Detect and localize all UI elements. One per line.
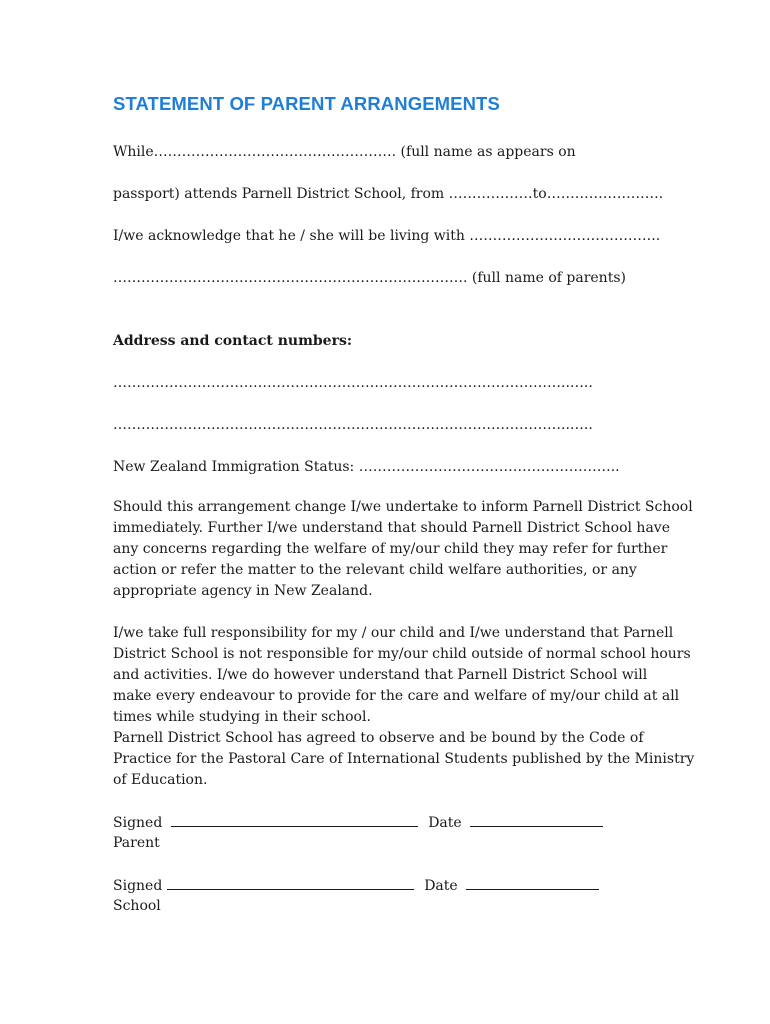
arrangement-change-paragraph (113, 497, 693, 602)
paragraph-line: District School is not responsible for my/our child outside of normal school hours (113, 646, 691, 662)
paragraph-line: action or refer the matter to the relevant child welfare authorities, or any (113, 562, 637, 578)
parent-role-label: Parent (113, 835, 160, 851)
parent-date-label: Date (428, 815, 462, 831)
parent-signed-label: Signed (113, 815, 163, 831)
address-line-1: ……………………………………………………………………………………..….. (113, 375, 593, 391)
paragraph-line: times while studying in their school. (113, 709, 371, 725)
address-line-2: ……………………………………………………………………………………..….. (113, 417, 593, 433)
paragraph-line: Parnell District School has agreed to observe and be bound by the Code of (113, 730, 644, 746)
paragraph-line: Practice for the Pastoral Care of International Students published by the Ministry (113, 751, 695, 767)
school-date-label: Date (424, 878, 458, 894)
paragraph-line: appropriate agency in New Zealand. (113, 583, 373, 599)
attendance-dates-line: passport) attends Parnell District School, from ………………to……………………. (113, 186, 664, 202)
student-name-line: While……………………………………………. (full name as appears on (113, 144, 576, 160)
address-heading: Address and contact numbers: (113, 333, 353, 349)
responsibility-paragraph (113, 623, 695, 791)
parents-name-line: …………………………………………………………………. (full name of parents) (113, 270, 626, 286)
paragraph-line: any concerns regarding the welfare of my/our child they may refer for further (113, 541, 668, 557)
paragraph-line: and activities. I/we do however understand that Parnell District School will (113, 667, 648, 683)
parent-date-field[interactable] (470, 812, 603, 827)
school-signature-row (113, 875, 599, 896)
school-signed-label: Signed (113, 878, 163, 894)
parent-signature-field[interactable] (171, 812, 418, 827)
paragraph-line: I/we take full responsibility for my / our child and I/we understand that Parnell (113, 625, 674, 641)
school-date-field[interactable] (466, 875, 599, 890)
paragraph-line: immediately. Further I/we understand that should Parnell District School have (113, 520, 670, 536)
living-with-line: I/we acknowledge that he / she will be living with ………………………………….. (113, 228, 661, 244)
paragraph-line: Should this arrangement change I/we undertake to inform Parnell District School (113, 499, 693, 515)
paragraph-line: make every endeavour to provide for the care and welfare of my/our child at all (113, 688, 680, 704)
immigration-status-line: New Zealand Immigration Status: ……………………………………………….. (113, 459, 620, 475)
paragraph-line: of Education. (113, 772, 208, 788)
school-role-label: School (113, 898, 161, 914)
school-signature-field[interactable] (167, 875, 414, 890)
page-title: STATEMENT OF PARENT ARRANGEMENTS (113, 93, 500, 114)
parent-signature-row (113, 812, 603, 833)
